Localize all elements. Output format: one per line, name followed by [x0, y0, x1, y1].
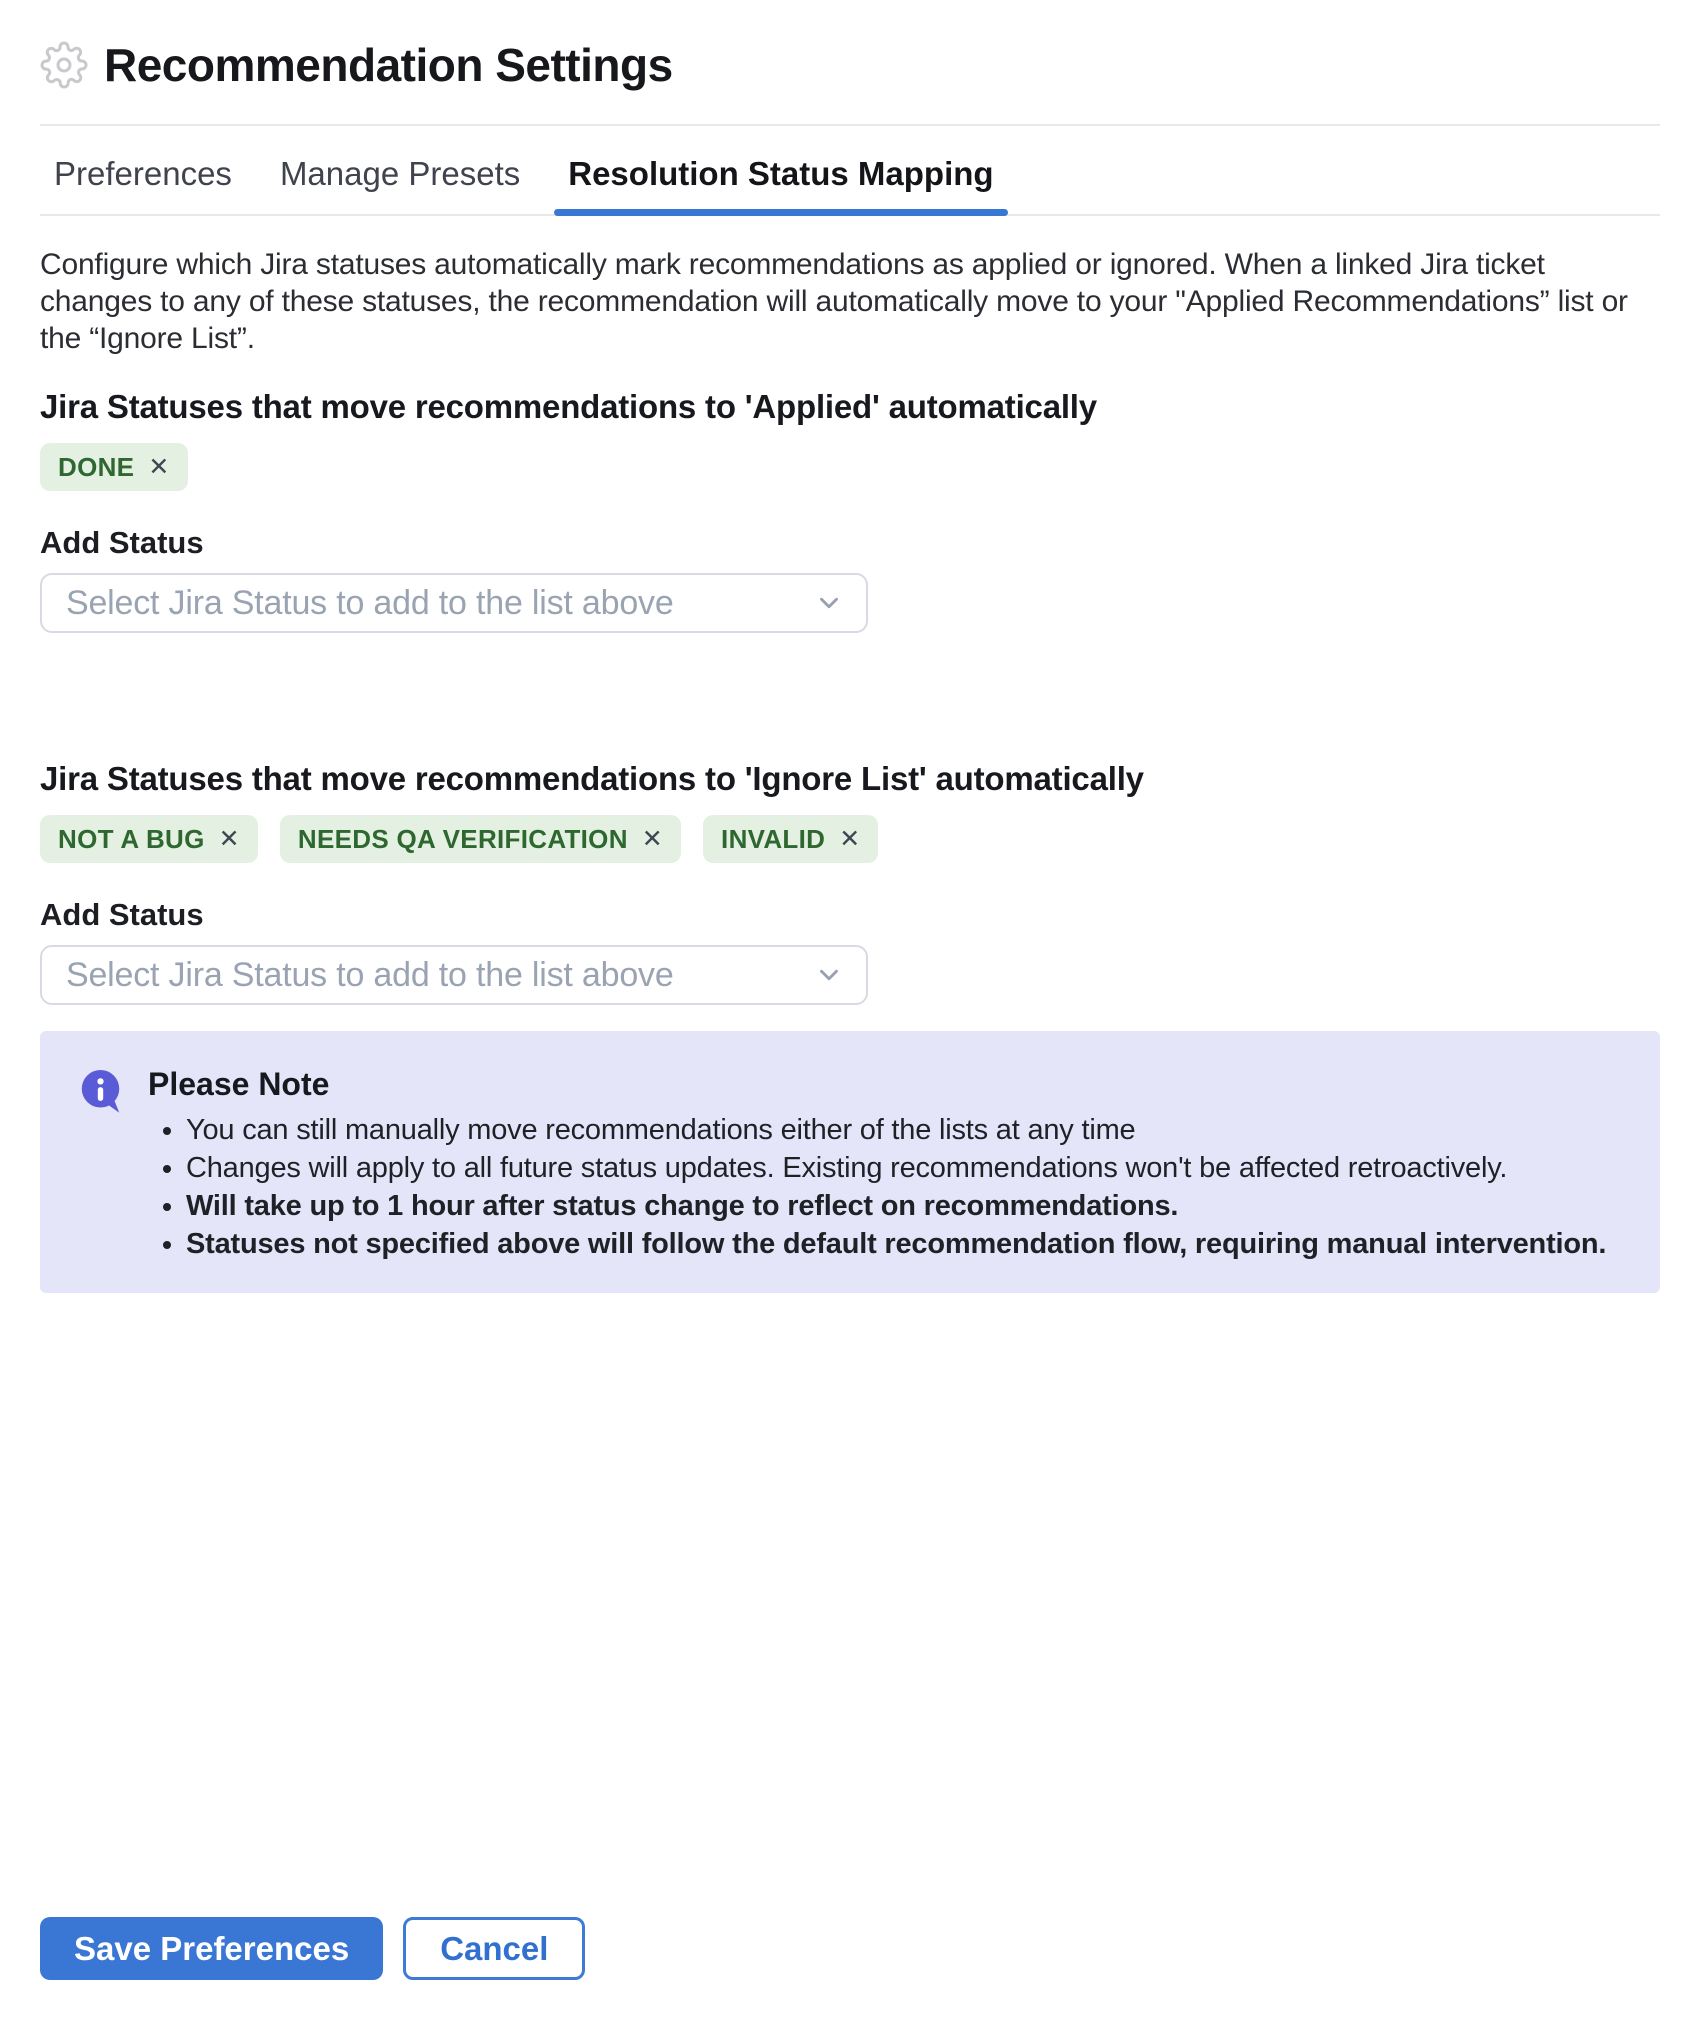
- status-tag-invalid: [703, 815, 878, 863]
- note-bullet-list: [148, 1111, 1606, 1263]
- add-status-label-applied: Add Status: [40, 525, 204, 560]
- status-tag-done: [40, 443, 188, 491]
- remove-status-icon[interactable]: ✕: [218, 825, 240, 853]
- note-content: [148, 1065, 1606, 1263]
- status-tag-not-a-bug: [40, 815, 258, 863]
- note-bullet: • Statuses not specified above will follow the default recommendation flow, requiring manual intervention.: [186, 1225, 1606, 1263]
- add-status-label-ignore: Add Status: [40, 897, 204, 932]
- page-title: Recommendation Settings: [104, 39, 673, 91]
- status-tag-label: INVALID: [721, 824, 826, 854]
- page-header: [40, 40, 1660, 90]
- note-bullet: • Will take up to 1 hour after status change to reflect on recommendations.: [186, 1187, 1606, 1225]
- select-placeholder: Select Jira Status to add to the list above: [66, 583, 674, 622]
- section-spacer: [40, 633, 1660, 729]
- tab-bar: [40, 126, 1660, 216]
- status-tag-label: NOT A BUG: [58, 824, 205, 854]
- note-bullet: • You can still manually move recommendations either of the lists at any time: [186, 1111, 1606, 1149]
- info-icon: [78, 1067, 126, 1115]
- note-title: Please Note: [148, 1066, 330, 1102]
- status-tag-needs-qa-verification: [280, 815, 681, 863]
- chevron-down-icon: [814, 960, 844, 990]
- ignore-section-heading: Jira Statuses that move recommendations to 'Ignore List' automatically: [40, 760, 1144, 797]
- settings-page: [0, 40, 1700, 1293]
- save-preferences-button[interactable]: Save Preferences: [40, 1917, 383, 1980]
- select-placeholder: Select Jira Status to add to the list above: [66, 955, 674, 994]
- ignore-tag-row: [40, 815, 1660, 863]
- note-box: [40, 1031, 1660, 1293]
- remove-status-icon[interactable]: ✕: [641, 825, 664, 853]
- tab-manage-presets[interactable]: Manage Presets: [279, 155, 521, 192]
- status-tag-label: DONE: [58, 452, 135, 482]
- jira-status-select-ignore[interactable]: [40, 945, 868, 1005]
- note-bullet: • Changes will apply to all future status updates. Existing recommendations won't be affected retroactively.: [186, 1149, 1606, 1187]
- chevron-down-icon: [814, 588, 844, 618]
- applied-section-heading: Jira Statuses that move recommendations to 'Applied' automatically: [40, 388, 1097, 425]
- cancel-button[interactable]: Cancel: [403, 1917, 585, 1980]
- remove-status-icon[interactable]: ✕: [839, 825, 861, 853]
- applied-tag-row: [40, 443, 1660, 491]
- gear-icon: [40, 41, 88, 89]
- tab-preferences[interactable]: Preferences: [54, 155, 232, 192]
- tab-resolution-status-mapping[interactable]: Resolution Status Mapping: [554, 156, 1007, 214]
- status-tag-label: NEEDS QA VERIFICATION: [297, 824, 628, 854]
- footer-actions: [40, 1917, 585, 1980]
- page-description: Configure which Jira statuses automatically mark recommendations as applied or ignored. When a linked Jira ticket changes to any of these statuses, the recommendation will automatically move to your "Applied Recommendations” list or the “Ignore List”.: [40, 248, 1628, 355]
- jira-status-select-applied[interactable]: [40, 573, 868, 633]
- remove-status-icon[interactable]: ✕: [148, 453, 170, 481]
